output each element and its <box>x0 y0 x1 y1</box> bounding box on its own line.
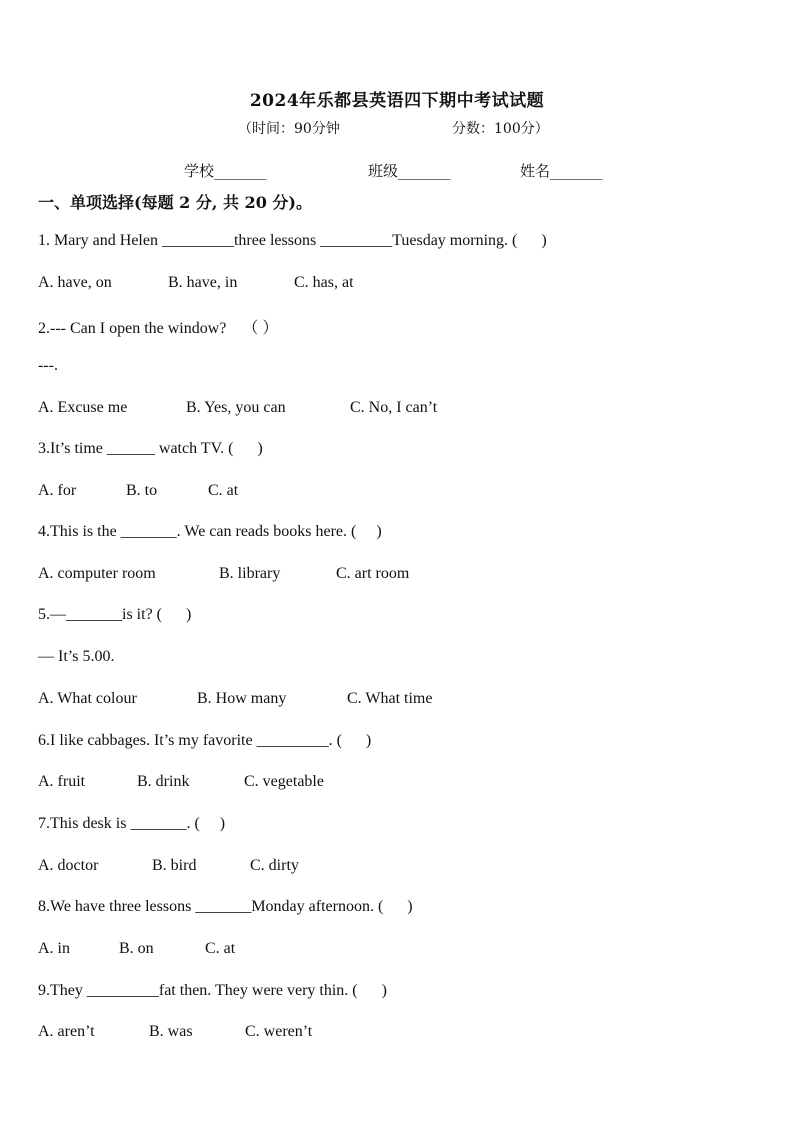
question-3: 3.It’s time ______ watch TV. ( ) <box>38 440 263 457</box>
option-a: A. for <box>38 482 77 499</box>
class-field: 班级_______ <box>368 162 451 180</box>
option-a: A. doctor <box>38 857 99 874</box>
question-6-options <box>38 773 324 791</box>
option-a: A. have, on <box>38 274 112 291</box>
option-c: C. has, at <box>294 274 354 291</box>
question-7: 7.This desk is _______. ( ) <box>38 815 226 832</box>
name-field: 姓名_______ <box>520 162 603 180</box>
option-b: B. was <box>149 1023 193 1040</box>
option-a: A. Excuse me <box>38 399 128 416</box>
section-title: 一、单项选择(每题 2 分, 共 20 分)。 <box>38 193 312 212</box>
question-5: 5.—_______is it? ( ) <box>38 606 192 623</box>
question-5-options <box>38 690 432 708</box>
option-b: B. on <box>119 940 154 957</box>
question-8: 8.We have three lessons _______Monday afternoon. ( ) <box>38 898 413 915</box>
question-1: 1. Mary and Helen _________three lessons _________Tuesday morning. ( ) <box>38 232 547 249</box>
option-c: C. What time <box>347 690 433 707</box>
option-b: B. How many <box>197 690 287 707</box>
option-c: C. art room <box>336 565 410 582</box>
option-c: C. dirty <box>250 857 299 874</box>
option-a: A. computer room <box>38 565 156 582</box>
question-7-options <box>38 857 299 875</box>
question-4: 4.This is the _______. We can reads books here. ( ) <box>38 523 382 540</box>
option-c: C. vegetable <box>244 773 324 790</box>
question-4-options <box>38 565 409 583</box>
option-c: C. No, I can’t <box>350 399 438 416</box>
question-2-answer: ---. <box>38 357 58 374</box>
option-c: C. at <box>208 482 239 499</box>
option-a: A. in <box>38 940 70 957</box>
question-1-options <box>38 274 354 292</box>
option-b: B. Yes, you can <box>186 399 286 416</box>
option-a: A. fruit <box>38 773 86 790</box>
exam-score: 分数：100分） <box>452 121 549 137</box>
option-b: B. have, in <box>168 274 238 291</box>
school-field: 学校_______ <box>184 162 267 180</box>
option-b: B. bird <box>152 857 197 874</box>
option-c: C. at <box>205 940 236 957</box>
option-b: B. drink <box>137 773 190 790</box>
question-2-options <box>38 399 437 417</box>
question-9: 9.They _________fat then. They were very thin. ( ) <box>38 982 387 999</box>
question-6: 6.I like cabbages. It’s my favorite _________. ( ) <box>38 732 372 749</box>
question-3-options <box>38 482 238 500</box>
question-9-options <box>38 1023 312 1041</box>
option-a: A. What colour <box>38 690 137 707</box>
question-5-answer: — It’s 5.00. <box>38 648 115 665</box>
exam-title: 2024年乐都县英语四下期中考试试题 <box>249 91 545 111</box>
question-2: 2.--- Can I open the window? （ ） <box>38 320 279 337</box>
option-c: C. weren’t <box>245 1023 313 1040</box>
option-b: B. library <box>219 565 281 582</box>
question-8-options <box>38 940 235 958</box>
option-b: B. to <box>126 482 158 499</box>
option-a: A. aren’t <box>38 1023 95 1040</box>
exam-time: （时间：90分钟 <box>238 121 340 137</box>
